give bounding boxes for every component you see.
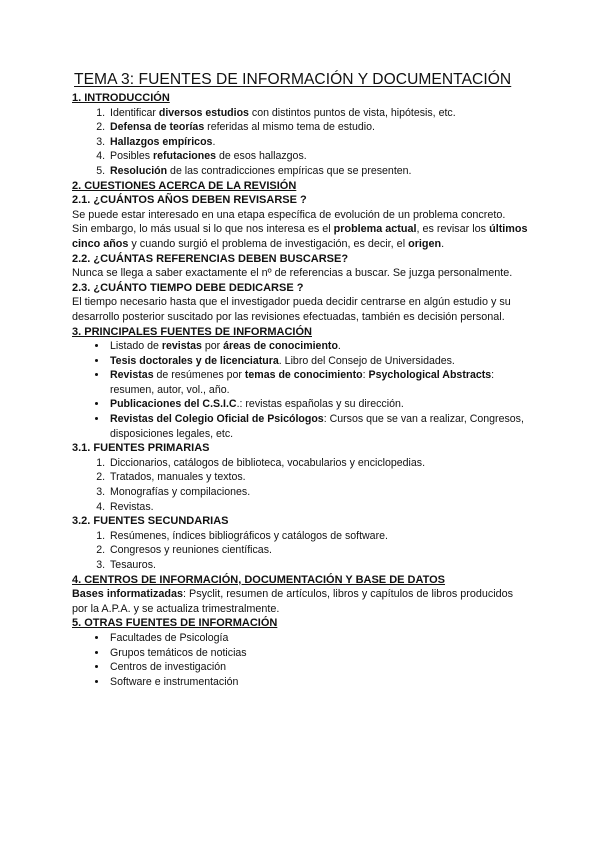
subsection-heading-tiempo: 2.3. ¿CUÁNTO TIEMPO DEBE DEDICARSE ?: [72, 281, 304, 294]
paragraph-bold-text: últimos cinco años: [72, 223, 528, 250]
list-item: 2. Congresos y reuniones científicas.: [108, 543, 530, 558]
introduction-list: [72, 106, 530, 179]
paragraph-bold-text: problema actual: [333, 223, 417, 236]
item-text: . Libro del Consejo de Universidades.: [278, 354, 455, 367]
item-bold-text: revistas: [161, 340, 202, 353]
item-bold-text: Revistas del Colegio Oficial de Psicólogos: [110, 413, 324, 426]
item-text: .: [212, 135, 216, 148]
item-bold-text: Publicaciones del C.S.I.C: [110, 398, 237, 411]
list-item: 3. Monografías y compilaciones.: [108, 485, 530, 500]
item-text: Posibles: [110, 150, 153, 163]
item-text: .: [337, 340, 341, 353]
list-item: [108, 412, 530, 441]
item-text: de resúmenes por: [153, 369, 245, 382]
subsection-heading-anos: 2.1. ¿CUÁNTOS AÑOS DEBEN REVISARSE ?: [72, 194, 307, 207]
list-item: 3. Tesauros.: [108, 558, 530, 573]
list-item: 1. Resúmenes, índices bibliográficos y catálogos de software.: [108, 529, 530, 544]
list-item: [108, 120, 530, 135]
item-text: referidas al mismo tema de estudio.: [204, 121, 375, 134]
item-text: : resumen, autor, vol., año.: [110, 369, 495, 396]
primary-sources-list: [72, 456, 530, 514]
item-text: con distintos puntos de vista, hipótesis, etc.: [248, 106, 456, 119]
paragraph-text: y cuando surgió el problema de investigación, es decir, el: [128, 237, 409, 250]
subsection-heading-primarias: 3.1. FUENTES PRIMARIAS: [72, 442, 210, 455]
paragraph: Se puede estar interesado en una etapa específica de evolución de un problema concreto.: [72, 208, 506, 221]
item-bold-text: Defensa de teorías: [110, 121, 205, 134]
item-text: de esos hallazgos.: [216, 150, 307, 163]
list-item: [108, 368, 530, 397]
paragraph: El tiempo necesario hasta que el investigador pueda decidir centrarse en algún estudio y su desarrollo posterior suscitado por las revisiones efectuadas, también es decisión personal.: [72, 296, 511, 323]
section-heading-fuentes: 3. PRINCIPALES FUENTES DE INFORMACIÓN: [72, 325, 312, 338]
item-text: Listado de: [110, 340, 162, 353]
paragraph-text: .: [441, 237, 445, 250]
section-heading-centros: 4. CENTROS DE INFORMACIÓN, DOCUMENTACIÓN Y BASE DE DATOS: [72, 573, 446, 586]
subsection-heading-referencias: 2.2. ¿CUÁNTAS REFERENCIAS DEBEN BUSCARSE?: [72, 252, 349, 265]
paragraph: [72, 587, 530, 616]
document-title: TEMA 3: FUENTES DE INFORMACIÓN Y DOCUMENTACIÓN: [74, 71, 512, 88]
item-bold-text: temas de conocimiento: [244, 369, 363, 382]
item-text: : Cursos que se van a realizar, Congresos, disposiciones legales, etc.: [110, 413, 524, 440]
item-text: de las contradicciones empíricas que se presenten.: [167, 164, 412, 177]
item-text: :: [362, 369, 369, 382]
section-heading-otras: 5. OTRAS FUENTES DE INFORMACIÓN: [72, 617, 278, 630]
list-item: [108, 397, 530, 412]
item-bold-text: áreas de conocimiento: [223, 340, 338, 353]
paragraph: Nunca se llega a saber exactamente el nº de referencias a buscar. Se juzga personalmente.: [72, 267, 513, 280]
list-item: [108, 106, 530, 121]
list-item: [108, 149, 530, 164]
item-text: por: [201, 340, 224, 353]
list-item: • Centros de investigación: [108, 660, 530, 675]
item-text: .: revistas españolas y su dirección.: [236, 398, 404, 411]
other-sources-list: [72, 631, 530, 689]
list-item: [108, 339, 530, 354]
item-bold-text: Revistas: [110, 369, 154, 382]
subsection-heading-secundarias: 3.2. FUENTES SECUNDARIAS: [72, 515, 229, 528]
list-item: 4. Revistas.: [108, 500, 530, 515]
list-item: • Software e instrumentación: [108, 675, 530, 690]
section-heading-introduccion: 1. INTRODUCCIÓN: [72, 92, 170, 104]
item-bold-text: Resolución: [110, 164, 168, 177]
secondary-sources-list: [72, 529, 530, 573]
list-item: 1. Diccionarios, catálogos de biblioteca, vocabularios y enciclopedias.: [108, 456, 530, 471]
list-item: [108, 135, 530, 150]
paragraph: [72, 222, 530, 251]
paragraph-text: : Psyclit, resumen de artículos, libros y capítulos de libros producidos por la A.P.A. y se actualiza trimestralmente.: [72, 588, 514, 615]
item-bold-text: diversos estudios: [158, 106, 249, 119]
list-item: [108, 354, 530, 369]
sources-bullet-list: [72, 339, 530, 441]
paragraph-bold-text: Bases informatizadas: [72, 588, 184, 601]
item-text: Identificar: [110, 106, 159, 119]
list-item: 2. Tratados, manuales y textos.: [108, 470, 530, 485]
list-item: • Grupos temáticos de noticias: [108, 646, 530, 661]
section-heading-cuestiones: 2. CUESTIONES ACERCA DE LA REVISIÓN: [72, 179, 297, 192]
paragraph-text: Sin embargo, lo más usual si lo que nos interesa es el: [72, 223, 334, 236]
item-bold-text: Hallazgos empíricos: [110, 135, 213, 148]
list-item: • Facultades de Psicología: [108, 631, 530, 646]
list-item: [108, 164, 530, 179]
item-bold-text: Psychological Abstracts: [368, 369, 492, 382]
item-bold-text: Tesis doctorales y de licenciatura: [110, 354, 279, 367]
item-bold-text: refutaciones: [153, 150, 216, 163]
paragraph-text: , es revisar los: [416, 223, 490, 236]
paragraph-bold-text: origen: [408, 237, 442, 250]
